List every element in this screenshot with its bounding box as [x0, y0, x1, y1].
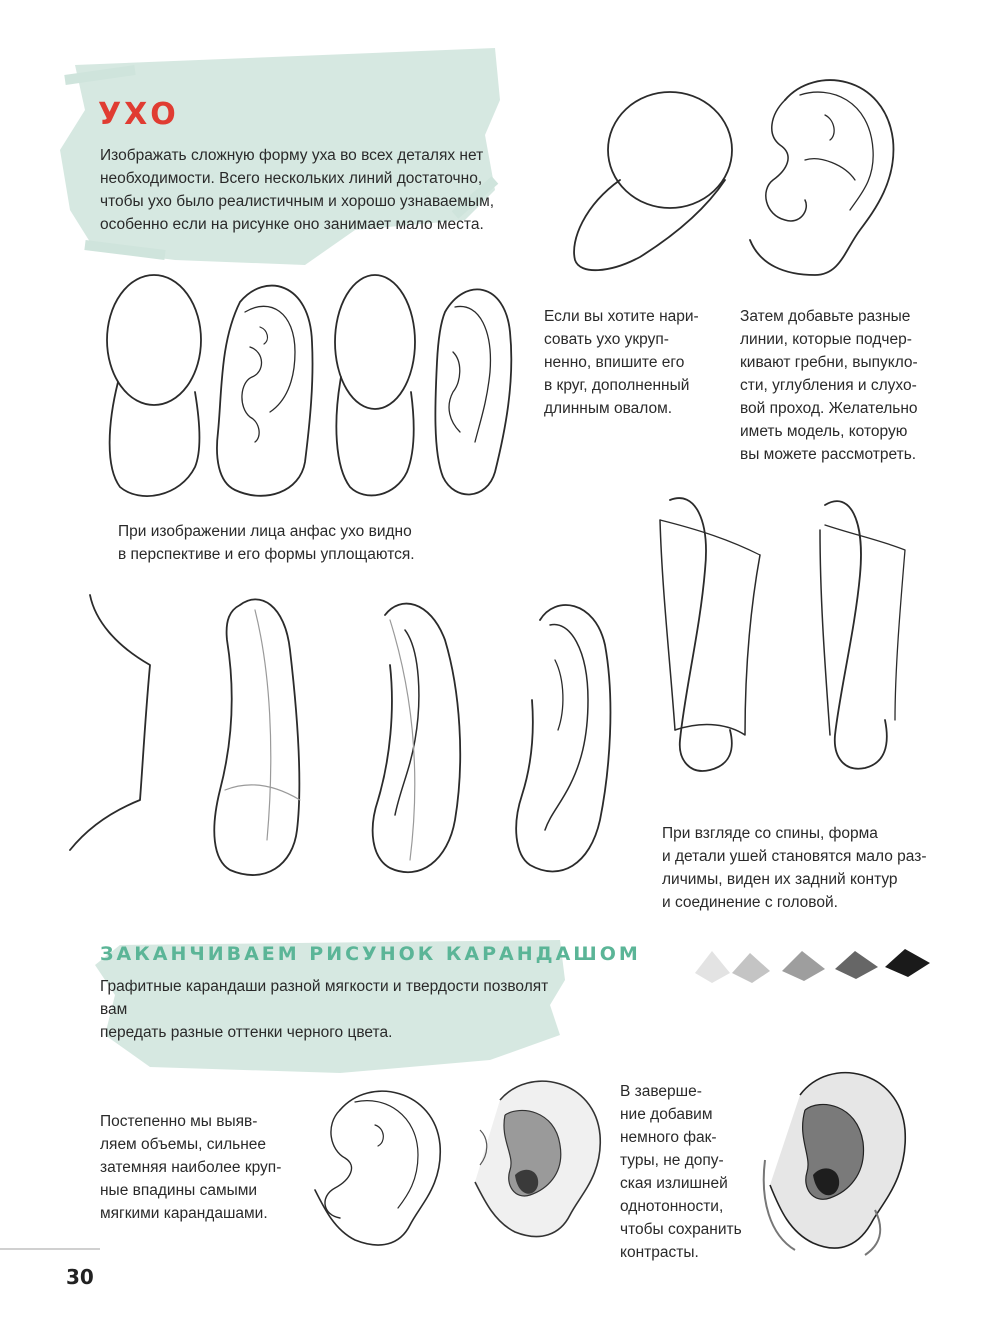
ear-detailed-outline	[745, 70, 905, 285]
pencil-shade-swatches	[690, 945, 940, 985]
caption-large-ear: Если вы хотите нари- совать ухо укруп- ненно, впишите его в круг, дополненный длинным овалом.	[544, 308, 699, 417]
caption-back-view: При взгляде со спины, форма и детали ушей становятся мало раз- личимы, виден их задний контур и соединение с головой.	[662, 825, 927, 911]
ear-front-detailed-2	[425, 272, 525, 507]
section-intro-pencil: Графитные карандаши разной мягкости и твердости позволят вам передать разные оттенки черного цвета.	[100, 978, 549, 1041]
section-intro: Изображать сложную форму уха во всех деталях нет необходимости. Всего нескольких линий достаточно, чтобы ухо было реалистичным и хорошо узнаваемым, особенно если на рисунке оно занимает мало места.	[100, 147, 495, 233]
ear-shaded-final	[755, 1060, 915, 1260]
caption-volumes: Постепенно мы выяв- ляем объемы, сильнее затемняя наиболее круп- ные впадины самыми мягкими карандашами.	[100, 1113, 282, 1222]
ear-oval-construction-2	[325, 272, 425, 507]
caption-texture: В заверше- ние добавим немного фак- туры, не допу- ская излишней однотонности, чтобы сохранить контрасты.	[620, 1083, 742, 1261]
ear-shaded-medium	[460, 1070, 610, 1245]
ear-back-view-1	[650, 490, 770, 780]
section-title: УХО	[98, 97, 179, 132]
ear-outline-final	[300, 1080, 450, 1250]
caption-add-lines: Затем добавьте разные линии, которые подчер- кивают гребни, выпукло- сти, углубления и слухо- вой проход. Желательно иметь модель, которую вы можете рассмотреть.	[740, 308, 918, 463]
ear-oval-construction-1	[100, 272, 210, 507]
page-number: 30	[66, 1265, 94, 1289]
ear-perspective-2	[360, 590, 480, 890]
ear-construction-circle-oval	[565, 85, 735, 285]
ear-perspective-3	[510, 590, 630, 890]
caption-front-view: При изображении лица анфас ухо видно в перспективе и его формы уплощаются.	[118, 523, 415, 563]
ear-perspective-1	[205, 590, 315, 890]
ear-back-view-2	[800, 490, 920, 780]
section-title-pencil: ЗАКАНЧИВАЕМ РИСУНОК КАРАНДАШОМ	[100, 943, 641, 965]
ear-front-detailed-1	[210, 272, 320, 507]
page-rule	[0, 1248, 100, 1250]
ear-head-contour	[65, 590, 165, 855]
